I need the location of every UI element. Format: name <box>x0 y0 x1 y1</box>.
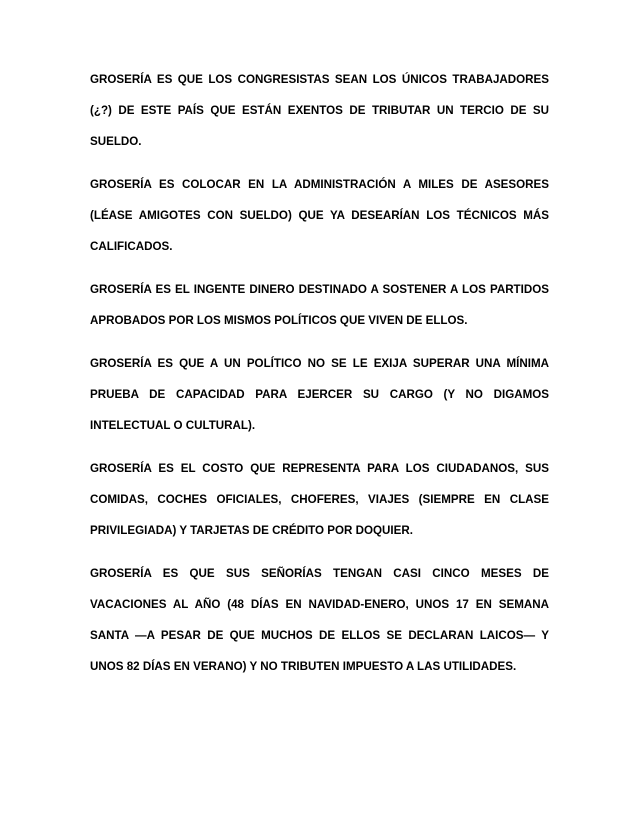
paragraph-6: GROSERÍA ES QUE SUS SEÑORÍAS TENGAN CASI CINCO MESES DE VACACIONES AL AÑO (48 DÍAS EN NAVIDAD-ENERO, UNOS 17 EN SEMANA SANTA —A PESAR DE QUE MUCHOS DE ELLOS SE DECLARAN LAICOS— Y UNOS 82 DÍAS EN VERANO) Y NO TRIBUTEN IMPUESTO A LAS UTILIDADES. <box>90 567 549 673</box>
document-body <box>90 64 549 694</box>
paragraph-5: GROSERÍA ES EL COSTO QUE REPRESENTA PARA LOS CIUDADANOS, SUS COMIDAS, COCHES OFICIALES, CHOFERES, VIAJES (SIEMPRE EN CLASE PRIVILEGIADA) Y TARJETAS DE CRÉDITO POR DOQUIER. <box>90 462 549 537</box>
paragraph-2: GROSERÍA ES COLOCAR EN LA ADMINISTRACIÓN A MILES DE ASESORES (LÉASE AMIGOTES CON SUELDO) QUE YA DESEARÍAN LOS TÉCNICOS MÁS CALIFICADOS. <box>90 178 549 253</box>
paragraph-3: GROSERÍA ES EL INGENTE DINERO DESTINADO A SOSTENER A LOS PARTIDOS APROBADOS POR LOS MISMOS POLÍTICOS QUE VIVEN DE ELLOS. <box>90 283 549 327</box>
paragraph-1: GROSERÍA ES QUE LOS CONGRESISTAS SEAN LOS ÚNICOS TRABAJADORES (¿?) DE ESTE PAÍS QUE ESTÁN EXENTOS DE TRIBUTAR UN TERCIO DE SU SUELDO. <box>90 73 549 148</box>
paragraph-4: GROSERÍA ES QUE A UN POLÍTICO NO SE LE EXIJA SUPERAR UNA MÍNIMA PRUEBA DE CAPACIDAD PARA EJERCER SU CARGO (Y NO DIGAMOS INTELECTUAL O CULTURAL). <box>90 357 549 432</box>
